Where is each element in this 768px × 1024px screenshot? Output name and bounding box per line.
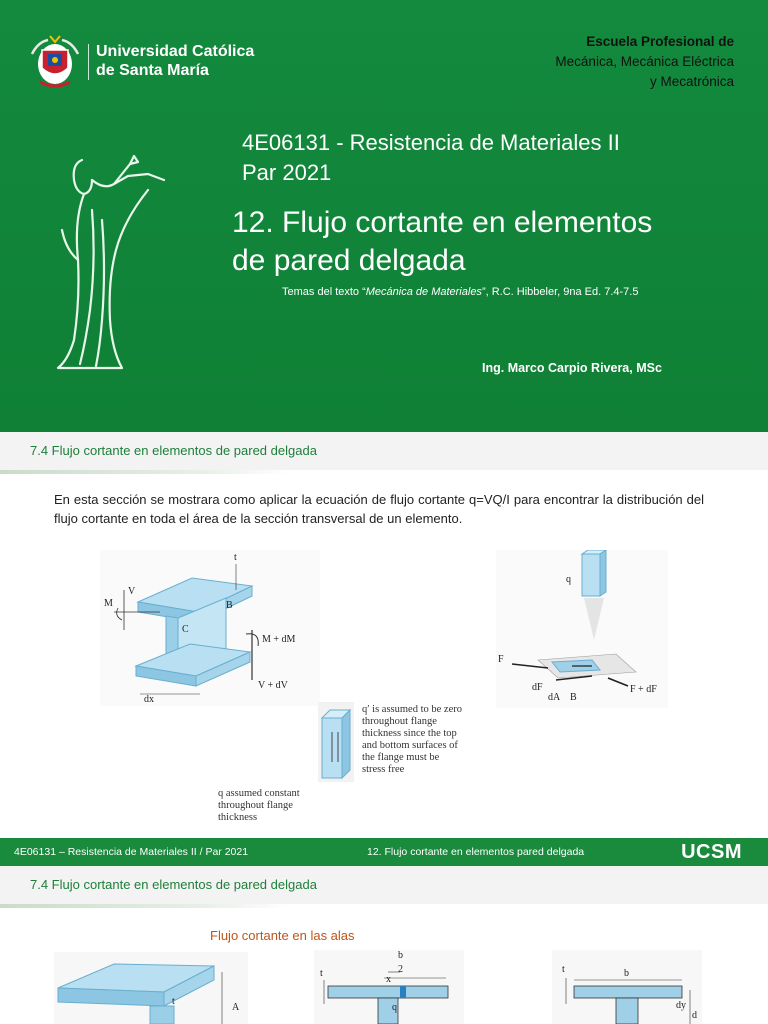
label-d-3c: d xyxy=(692,1010,697,1021)
intro-paragraph: En esta sección se mostrara como aplicar la ecuación de flujo cortante q=VQ/I para encontrar la distribución del flujo cortante en toda el área de la sección transversal de un elemento. xyxy=(54,492,704,526)
beam-3d-icon xyxy=(54,952,248,1024)
university-name-line2: de Santa María xyxy=(96,62,209,79)
source-suffix: ”, R.C. Hibbeler, 9na Ed. 7.4-7.5 xyxy=(481,286,639,298)
label-q: q xyxy=(566,574,571,585)
cover-slide xyxy=(0,0,768,432)
cross-section-full-icon xyxy=(552,950,702,1024)
note-qprime-line6: stress free xyxy=(362,764,405,775)
note-qprime-line2: throughout flange xyxy=(362,716,437,727)
label-MdM: M + dM xyxy=(262,634,296,645)
lecture-title-line1: 12. Flujo cortante en elementos xyxy=(232,206,653,239)
label-A-3: A xyxy=(232,1002,240,1013)
section-title: 7.4 Flujo cortante en elementos de pared delgada xyxy=(30,443,317,458)
note-qprime xyxy=(362,704,512,776)
label-C: C xyxy=(182,624,189,635)
slide-footer xyxy=(0,838,768,866)
source-book: Mecánica de Materiales xyxy=(365,286,482,298)
lecture-title-line2: de pared delgada xyxy=(232,244,466,277)
footer-course: 4E06131 – Resistencia de Materiales II / Par 2021 xyxy=(14,846,249,858)
label-x-3b: x xyxy=(386,974,391,985)
note-q-line2: throughout flange xyxy=(218,800,293,811)
note-q-constant xyxy=(218,788,348,824)
label-VdV: V + dV xyxy=(258,680,288,691)
ucsm-logo: UCSM xyxy=(681,841,742,863)
note-qprime-line1: q′ is assumed to be zero xyxy=(362,704,462,715)
label-dA: dA xyxy=(548,692,561,703)
author-name: Ing. Marco Carpio Rivera, MSc xyxy=(482,361,662,375)
course-line2: Par 2021 xyxy=(242,160,332,185)
label-dF: dF xyxy=(532,682,543,693)
section-underline xyxy=(0,470,290,474)
school-name xyxy=(555,32,734,92)
source-prefix: Temas del texto “ xyxy=(282,286,366,298)
note-qprime-line5: the flange must be xyxy=(362,752,440,763)
figure-beam-3d xyxy=(54,952,248,1024)
figure-cross-section-full xyxy=(552,950,702,1024)
content-slide-1 xyxy=(0,432,768,838)
label-dx: dx xyxy=(144,694,154,705)
lecture-title xyxy=(232,204,652,280)
content-slide-2 xyxy=(0,866,768,1024)
label-V: V xyxy=(128,586,136,597)
note-qprime-line4: and bottom surfaces of xyxy=(362,740,458,751)
logo-divider xyxy=(88,44,89,80)
label-FdF: F + dF xyxy=(630,684,657,695)
note-q-line1: q assumed constant xyxy=(218,788,300,799)
cross-section-half-icon xyxy=(314,950,464,1024)
label-b-3b: b xyxy=(398,950,403,961)
figure-flange-block xyxy=(318,702,354,782)
figure-ibeam-segment xyxy=(100,550,320,706)
course-line1: 4E06131 - Resistencia de Materiales II xyxy=(242,130,620,155)
section-header xyxy=(0,432,768,470)
label-B2: B xyxy=(570,692,577,703)
section-title-2: 7.4 Flujo cortante en elementos de pared delgada xyxy=(30,877,317,892)
note-q-line3: thickness xyxy=(218,812,258,823)
flange-block-icon xyxy=(318,702,354,782)
virgin-figure-icon xyxy=(52,150,182,375)
course-title xyxy=(242,128,620,188)
footer-topic: 12. Flujo cortante en elementos pared delgada xyxy=(367,846,585,858)
label-t: t xyxy=(234,552,237,563)
section-underline-2 xyxy=(0,904,290,908)
figure-flange-element xyxy=(496,550,668,708)
school-line1: Escuela Profesional de xyxy=(586,34,734,49)
label-t-3c: t xyxy=(562,964,565,975)
university-name xyxy=(96,42,254,80)
source-reference xyxy=(282,286,638,298)
label-B: B xyxy=(226,600,233,611)
label-t-3b: t xyxy=(320,968,323,979)
university-name-line1: Universidad Católica xyxy=(96,43,255,60)
note-qprime-line3: thickness since the top xyxy=(362,728,457,739)
university-crest-icon xyxy=(28,34,82,90)
label-F: F xyxy=(498,654,504,665)
subtitle-flanges: Flujo cortante en las alas xyxy=(210,928,355,943)
label-M: M xyxy=(104,598,113,609)
label-b2-3b: 2 xyxy=(398,964,403,975)
label-b-3c: b xyxy=(624,968,629,979)
label-dy-3c: dy xyxy=(676,1000,686,1011)
label-t-3a: t xyxy=(172,996,175,1007)
label-q-3b: q xyxy=(392,1002,397,1013)
school-line3: y Mecatrónica xyxy=(649,74,734,89)
figure-cross-section-half xyxy=(314,950,464,1024)
school-line2: Mecánica, Mecánica Eléctrica xyxy=(555,54,734,69)
section-header-2 xyxy=(0,866,768,904)
